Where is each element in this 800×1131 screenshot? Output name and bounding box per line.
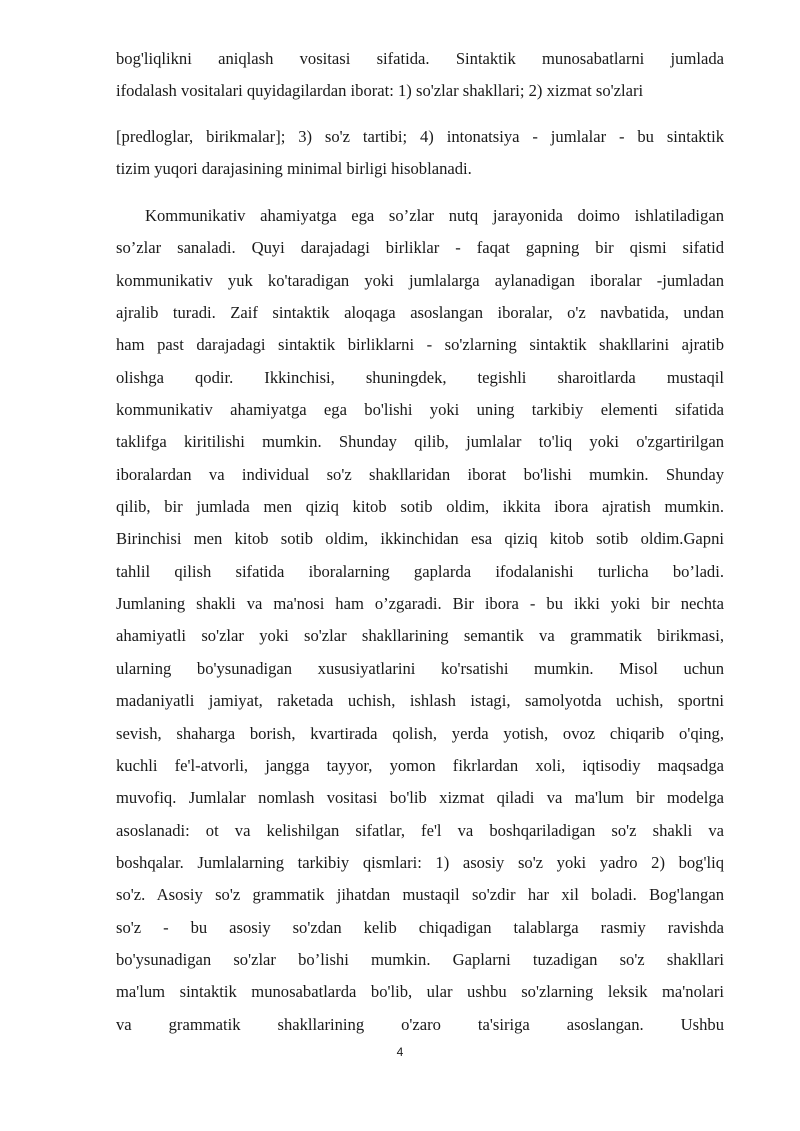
text-line: bog'liqlikni aniqlash vositasi sifatida. Sintaktik munosabatlarni jumlada: [116, 49, 724, 68]
text-line: va grammatik shakllarining o'zaro ta'siriga asoslangan. Ushbu: [116, 1014, 724, 1034]
text-line: iboralardan va individual so'z shakllaridan iborat bo'lishi mumkin. Shunday: [116, 464, 724, 484]
text-line: so'z - bu asosiy so'zdan kelib chiqadigan talablarga rasmiy ravishda: [116, 917, 724, 937]
text-line: bo'ysunadigan so'zlar bo’lishi mumkin. Gaplarni tuzadigan so'z shakllari: [116, 949, 724, 969]
text-line: boshqalar. Jumlalarning tarkibiy qismlari: 1) asosiy so'z yoki yadro 2) bog'liq: [116, 852, 724, 872]
paragraph-main: [116, 200, 724, 1041]
text-line: ularning bo'ysunadigan xususiyatlarini ko'rsatishi mumkin. Misol uchun: [116, 658, 724, 678]
text-line: kommunikativ yuk ko'taradigan yoki jumlalarga aylanadigan iboralar -jumladan: [116, 270, 724, 290]
text-line: ajralib turadi. Zaif sintaktik aloqaga asoslangan iboralar, o'z navbatida, undan: [116, 303, 724, 323]
text-line: kuchli fe'l-atvorli, jangga tayyor, yomon fikrlardan xoli, iqtisodiy maqsadga: [116, 755, 724, 775]
text-line: muvofiq. Jumlalar nomlash vositasi bo'lib xizmat qiladi va ma'lum bir modelga: [116, 788, 724, 808]
text-line: [predloglar, birikmalar]; 3) so'z tartibi; 4) intonatsiya - jumlalar - bu sintaktik: [116, 127, 724, 146]
text-line: Birinchisi men kitob sotib oldim, ikkinchidan esa qiziq kitob sotib oldim.Gapni: [116, 529, 724, 549]
text-line: tizim yuqori darajasining minimal birligi hisoblanadi.: [116, 159, 472, 179]
text-line: sevish, shaharga borish, kvartirada qolish, yerda yotish, ovoz chiqarib o'qing,: [116, 723, 724, 743]
text-line: so’zlar sanaladi. Quyi darajadagi birliklar - faqat gapning bir qismi sifatid: [116, 238, 724, 258]
text-line: ifodalash vositalari quyidagilardan iborat: 1) so'zlar shakllari; 2) xizmat so'zlari: [116, 81, 644, 101]
text-line: tahlil qilish sifatida iboralarning gaplarda ifodalanishi turlicha bo’ladi.: [116, 561, 724, 581]
text-line: olishga qodir. Ikkinchisi, shuningdek, tegishli sharoitlarda mustaqil: [116, 367, 724, 387]
paragraph-continuation: [116, 43, 724, 108]
text-line: ahamiyatli so'zlar yoki so'zlar shakllarining semantik va grammatik birikmasi,: [116, 626, 724, 646]
text-line: Kommunikativ ahamiyatga ega so’zlar nutq jarayonida doimo ishlatiladigan: [145, 206, 724, 225]
paragraph-list-continuation: [116, 121, 724, 186]
text-line: asoslanadi: ot va kelishilgan sifatlar, fe'l va boshqariladigan so'z shakli va: [116, 820, 724, 840]
text-line: Jumlaning shakli va ma'nosi ham o’zgaradi. Bir ibora - bu ikki yoki bir nechta: [116, 594, 724, 614]
text-line: kommunikativ ahamiyatga ega bo'lishi yoki uning tarkibiy elementi sifatida: [116, 400, 724, 420]
text-line: so'z. Asosiy so'z grammatik jihatdan mustaqil so'zdir har xil boladi. Bog'langan: [116, 885, 724, 905]
text-line: ham past darajadagi sintaktik birliklarni - so'zlarning sintaktik shakllarini ajratib: [116, 335, 724, 355]
page-number: 4: [396, 1045, 404, 1059]
text-line: ma'lum sintaktik munosabatlarda bo'lib, ular ushbu so'zlarning leksik ma'nolari: [116, 982, 724, 1002]
text-line: taklifga kiritilishi mumkin. Shunday qilib, jumlalar to'liq yoki o'zgartirilgan: [116, 432, 724, 452]
text-line: qilib, bir jumlada men qiziq kitob sotib oldim, ikkita ibora ajratish mumkin.: [116, 497, 724, 517]
text-line: madaniyatli jamiyat, raketada uchish, ishlash istagi, samolyotda uchish, sportni: [116, 691, 724, 711]
